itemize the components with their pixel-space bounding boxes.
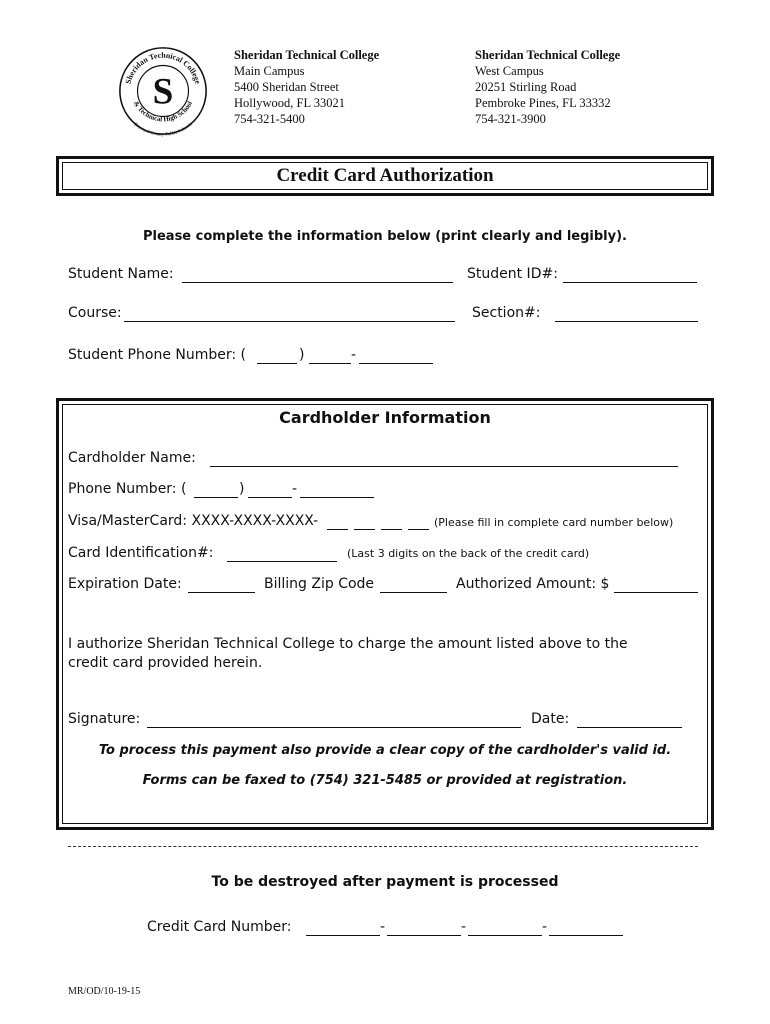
student-name-label: Student Name: — [68, 266, 174, 282]
fax-note: Forms can be faxed to (754) 321-5485 or provided at registration. — [142, 773, 628, 788]
form-title-box — [56, 156, 714, 196]
date-label: Date: — [531, 711, 570, 727]
cardholder-phone-prefix-field[interactable] — [248, 483, 292, 498]
cc-number-dash-2: - — [461, 919, 467, 935]
campus-west-city: Pembroke Pines, FL 33332 — [475, 96, 611, 110]
card-id-field[interactable] — [227, 547, 337, 562]
expiration-date-field[interactable] — [188, 578, 255, 593]
student-id-label: Student ID#: — [467, 266, 558, 282]
campus-west-address — [475, 47, 620, 127]
authorization-statement: I authorize Sheridan Technical College to charge the amount listed above to the credit card provided herein. — [68, 636, 628, 671]
expiration-date-label: Expiration Date: — [68, 576, 182, 592]
cc-number-dash-3: - — [542, 919, 548, 935]
cardholder-name-field[interactable] — [210, 452, 678, 467]
card-last-digit-field-2[interactable] — [354, 515, 375, 530]
signature-field[interactable] — [147, 713, 521, 728]
form-instructions: Please complete the information below (print clearly and legibly). — [143, 229, 627, 244]
college-seal-logo — [114, 42, 212, 140]
student-name-field[interactable] — [182, 268, 453, 283]
cc-number-group-4[interactable] — [549, 921, 623, 936]
signature-label: Signature: — [68, 711, 141, 727]
campus-west-street: 20251 Stirling Road — [475, 80, 577, 94]
cc-number-group-3[interactable] — [468, 921, 542, 936]
destroy-notice: To be destroyed after payment is processed — [211, 874, 559, 890]
billing-zip-field[interactable] — [380, 578, 447, 593]
card-last-digit-field-4[interactable] — [408, 515, 429, 530]
seal-arc-top: Sheridan Technical College — [123, 50, 203, 85]
cardholder-phone-area-field[interactable] — [194, 483, 238, 498]
student-phone-prefix-field[interactable] — [309, 349, 351, 364]
cc-number-group-2[interactable] — [387, 921, 461, 936]
seal-letter: S — [152, 71, 174, 113]
valid-id-note: To process this payment also provide a clear copy of the cardholder's valid id. — [98, 743, 672, 758]
svg-text:Broward County Public Schools — [133, 122, 194, 137]
cardholder-name-label: Cardholder Name: — [68, 450, 196, 466]
course-label: Course: — [68, 305, 122, 321]
student-phone-close-paren: ) — [299, 347, 305, 363]
student-phone-dash: - — [351, 347, 357, 363]
cardholder-phone-line-field[interactable] — [300, 483, 374, 498]
cardholder-phone-dash: - — [292, 481, 298, 497]
campus-main-street: 5400 Sheridan Street — [234, 80, 339, 94]
cc-number-group-1[interactable] — [306, 921, 380, 936]
seal-arc-bottom: & Technical High School — [131, 100, 195, 124]
campus-west-label: West Campus — [475, 64, 544, 78]
student-phone-line-field[interactable] — [359, 349, 433, 364]
billing-zip-label: Billing Zip Code — [264, 576, 375, 592]
cc-number-label: Credit Card Number: — [147, 919, 292, 935]
section-label: Section#: — [472, 305, 541, 321]
campus-main-phone: 754-321-5400 — [234, 112, 305, 126]
campus-main-label: Main Campus — [234, 64, 305, 78]
section-field[interactable] — [555, 307, 698, 322]
card-last-digit-field-3[interactable] — [381, 515, 402, 530]
course-field[interactable] — [124, 307, 455, 322]
seal-outer-text: Broward County Public Schools — [132, 122, 194, 138]
card-last-digit-field-1[interactable] — [327, 515, 348, 530]
campus-main-address — [234, 47, 379, 127]
card-number-note: (Please fill in complete card number below) — [434, 516, 674, 529]
student-id-field[interactable] — [563, 268, 697, 283]
authorized-amount-field[interactable] — [614, 578, 698, 593]
form-title: Credit Card Authorization — [62, 162, 708, 190]
card-id-note: (Last 3 digits on the back of the credit card) — [347, 547, 590, 560]
cardholder-title: Cardholder Information — [279, 408, 491, 427]
cardholder-phone-close-paren: ) — [239, 481, 245, 497]
date-field[interactable] — [577, 713, 682, 728]
student-phone-label: Student Phone Number: ( — [68, 347, 247, 363]
campus-west-name: Sheridan Technical College — [475, 48, 621, 62]
student-phone-area-field[interactable] — [257, 349, 297, 364]
campus-main-name: Sheridan Technical College — [234, 48, 380, 62]
cut-line-divider — [68, 846, 698, 847]
card-number-label: Visa/MasterCard: XXXX-XXXX-XXXX- — [68, 513, 319, 529]
cardholder-phone-label: Phone Number: ( — [68, 481, 187, 497]
campus-main-city: Hollywood, FL 33021 — [234, 96, 345, 110]
form-code: MR/OD/10-19-15 — [68, 986, 141, 997]
cc-number-dash-1: - — [380, 919, 386, 935]
card-id-label: Card Identification#: — [68, 545, 214, 561]
campus-west-phone: 754-321-3900 — [475, 112, 546, 126]
authorized-amount-label: Authorized Amount: $ — [456, 576, 610, 592]
